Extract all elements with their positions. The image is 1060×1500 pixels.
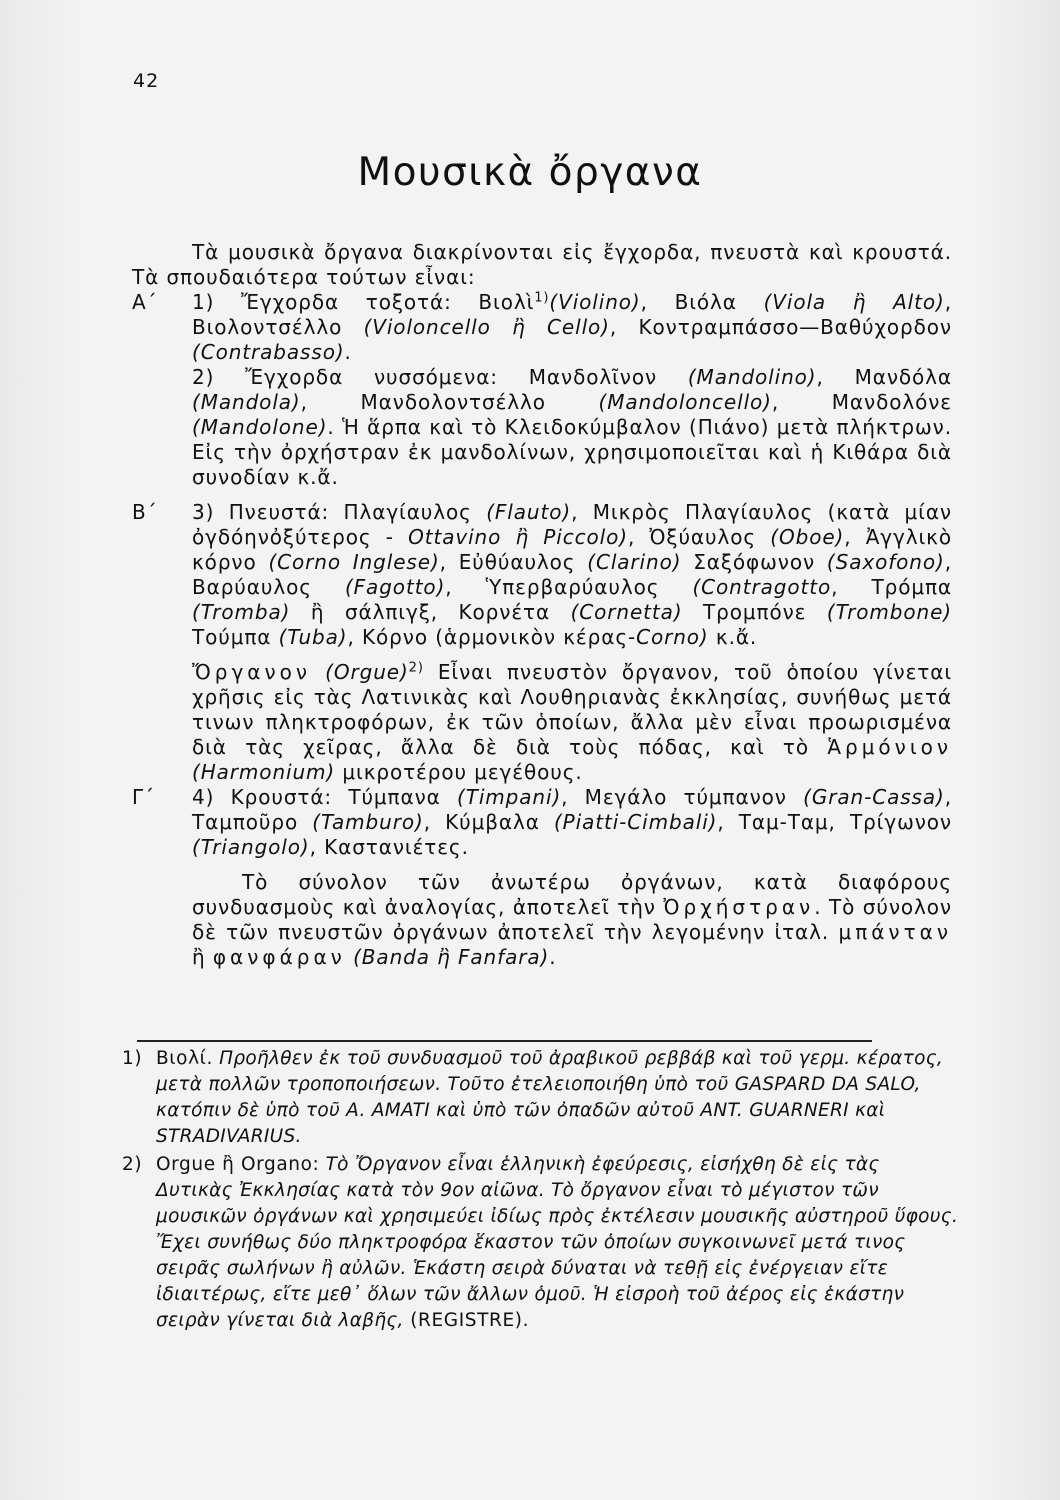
footnote-text: Προῆλθεν ἐκ τοῦ συνδυασμοῦ τοῦ ἀραβικοῦ ρεββάβ καὶ τοῦ γερμ. κέρατος, μετὰ πολλῶν τροποποιήσεων. Τοῦτο ἐτελειοποιήθη ὑπὸ τοῦ GASPARD DA SALO, κατόπιν δὲ ὑπὸ τοῦ A. AMATI καὶ ὑπὸ τῶν ὀπαδῶν αὐτοῦ ANT. GUARNERI καὶ STRADIVARIUS. bbox=[156, 1048, 944, 1147]
page-title: Μουσικὰ ὄργανα bbox=[357, 150, 703, 195]
page-number: 42 bbox=[133, 70, 160, 92]
footnote-divider bbox=[137, 1040, 872, 1042]
footnote-ref-1: 1) bbox=[534, 290, 550, 306]
section-b bbox=[132, 500, 952, 650]
intro-paragraph: Τὰ μουσικὰ ὄργανα διακρίνονται εἰς ἔγχορδα, πνευστὰ καὶ κρουστά. Τὰ σπουδαιότερα τούτων εἶναι: bbox=[132, 240, 952, 289]
main-text bbox=[132, 240, 952, 970]
section-c bbox=[132, 785, 952, 860]
section-c-label: Γ΄ bbox=[132, 785, 155, 809]
closing-paragraph: Τὸ σύνολον τῶν ἀνωτέρω ὀργάνων, κατὰ διαφόρους συνδυασμοὺς καὶ ἀναλογίας, ἀποτελεῖ τὴν Ὀρχήστραν. Τὸ σύνολον δὲ τῶν πνευστῶν ὀργάνων ἀποτελεῖ τὴν λεγομένην ἰταλ. μπάνταν ἢ φανφάραν (Banda ἢ Fanfara). bbox=[192, 870, 952, 969]
footnote-text: Τὸ Ὄργανον εἶναι ἑλληνικὴ ἐφεύρεσις, εἰσήχθη δὲ εἰς τὰς Δυτικὰς Ἐκκλησίας κατὰ τὸν 9ον αἰῶνα. Τὸ ὄργανον εἶναι τὸ μέγιστον τῶν μουσικῶν ὀργάνων καὶ χρησιμεύει ἰδίως πρὸς ἐκτέλεσιν μουσικῆς αὐστηροῦ ὕφους. Ἔχει συνήθως δύο πληκτροφόρα ἕκαστον τῶν ὁποίων συγκοινωνεῖ μετά τινος σειρᾶς σωλήνων ἢ αὐλῶν. Ἑκάστη σειρὰ δύναται νὰ τεθῇ εἰς ἐνέργειαν εἴτε ἰδιαιτέρως, εἴτε μεθ᾽ ὅλων τῶν ἄλλων ὁμοῦ. Ἡ εἰσροὴ τοῦ ἀέρος εἰς ἑκάστην σειρὰν γίνεται διὰ λαβῆς, bbox=[156, 1154, 959, 1331]
footnote-1: 1) Βιολί. Προῆλθεν ἐκ τοῦ συνδυασμοῦ τοῦ ἀραβικοῦ ρεββάβ καὶ τοῦ γερμ. κέρατος, μετὰ πολλῶν τροποποιήσεων. Τοῦτο ἐτελειοποιήθη ὑπὸ τοῦ GASPARD DA SALO, κατόπιν δὲ ὑπὸ τοῦ A. AMATI καὶ ὑπὸ τῶν ὀπαδῶν αὐτοῦ ANT. GUARNERI καὶ STRADIVARIUS. bbox=[122, 1046, 962, 1150]
footnote-number: 2) bbox=[122, 1154, 143, 1175]
section-a bbox=[132, 290, 952, 490]
item-4-percussion: 4) Κρουστά: Τύμπανα (Timpani), Μεγάλο τύμπανον (Gran-Cassa), Ταμποῦρο (Tamburo), Κύμβαλα (Piatti-Cimbali), Ταμ-Ταμ, Τρίγωνον (Triangolo), Καστανιέτες. bbox=[192, 785, 953, 859]
item-1-strings-bowed: 1) Ἔγχορδα τοξοτά: Βιολὶ$^{1)}$(Violino), Βιόλα (Viola ἢ Alto), Βιολοντσέλλο (Violoncello ἢ Cello), Κοντραμπάσσο—Βαθύχορδον (Contrabasso). bbox=[192, 290, 952, 364]
footnotes bbox=[122, 1046, 962, 1336]
footnote-2: 2) Orgue ἢ Organo: Τὸ Ὄργανον εἶναι ἑλληνικὴ ἐφεύρεσις, εἰσήχθη δὲ εἰς τὰς Δυτικὰς Ἐκκλησίας κατὰ τὸν 9ον αἰῶνα. Τὸ ὄργανον εἶναι τὸ μέγιστον τῶν μουσικῶν ὀργάνων καὶ χρησιμεύει ἰδίως πρὸς ἐκτέλεσιν μουσικῆς αὐστηροῦ ὕφους. Ἔχει συνήθως δύο πληκτροφόρα ἕκαστον τῶν ὁποίων συγκοινωνεῖ μετά τινος σειρᾶς σωλήνων ἢ αὐλῶν. Ἑκάστη σειρὰ δύναται νὰ τεθῇ εἰς ἐνέργειαν εἴτε ἰδιαιτέρως, εἴτε μεθ᾽ ὅλων τῶν ἄλλων ὁμοῦ. Ἡ εἰσροὴ τοῦ ἀέρος εἰς ἑκάστην σειρὰν γίνεται διὰ λαβῆς, (REGISTRE). bbox=[122, 1152, 962, 1334]
item-2-strings-plucked: 2) Ἔγχορδα νυσσόμενα: Μανδολῖνον (Mandolino), Μανδόλα (Mandola), Μανδολοντσέλλο (Mandoloncello), Μανδολόνε (Mandolone). Ἡ ἅρπα καὶ τὸ Κλειδοκύμβαλον (Πιάνο) μετὰ πλήκτρων. Εἰς τὴν ὀρχήστραν ἐκ μανδολίνων, χρησιμοποιεῖται καὶ ἡ Κιθάρα διὰ συνοδίαν κ.ἄ. bbox=[192, 365, 952, 489]
footnote-number: 1) bbox=[122, 1048, 143, 1069]
section-a-label: Α΄ bbox=[132, 290, 158, 314]
footnote-ref-2: 2) bbox=[408, 660, 424, 676]
organ-paragraph: Ὄργανον (Orgue)$^{2)}$ Εἶναι πνευστὸν ὄργανον, τοῦ ὁποίου γίνεται χρῆσις εἰς τὰς Λατινικὰς καὶ Λουθηριανὰς ἐκκλησίας, συνήθως μετά τινων πληκτροφόρων, ἐκ τῶν ὁποίων, ἄλλα μὲν εἶναι προωρισμένα διὰ τὰς χεῖρας, ἄλλα δὲ διὰ τοὺς πόδας, καὶ τὸ Ἁρμόνιον (Harmonium) μικροτέρου μεγέθους. bbox=[192, 660, 953, 784]
item-3-winds: 3) Πνευστά: Πλαγίαυλος (Flauto), Μικρὸς Πλαγίαυλος (κατὰ μίαν ὀγδόηνὀξύτερος - Ottavino ἢ Piccolo), Ὀξύαυλος (Oboe), Ἀγγλικὸ κόρνο (Corno Inglese), Εὐθύαυλος (Clarino) Σαξόφωνον (Saxofono), Βαρύαυλος (Fagotto), Ὑπερβαρύαυλος (Contragotto, Τρόμπα (Tromba) ἢ σάλπιγξ, Κορνέτα (Cornetta) Τρομπόνε (Trombone) Τούμπα (Tuba), Κόρνο (ἁρμονικὸν κέρας-Corno) κ.ἄ. bbox=[192, 500, 953, 649]
section-b-label: Β΄ bbox=[132, 500, 158, 524]
